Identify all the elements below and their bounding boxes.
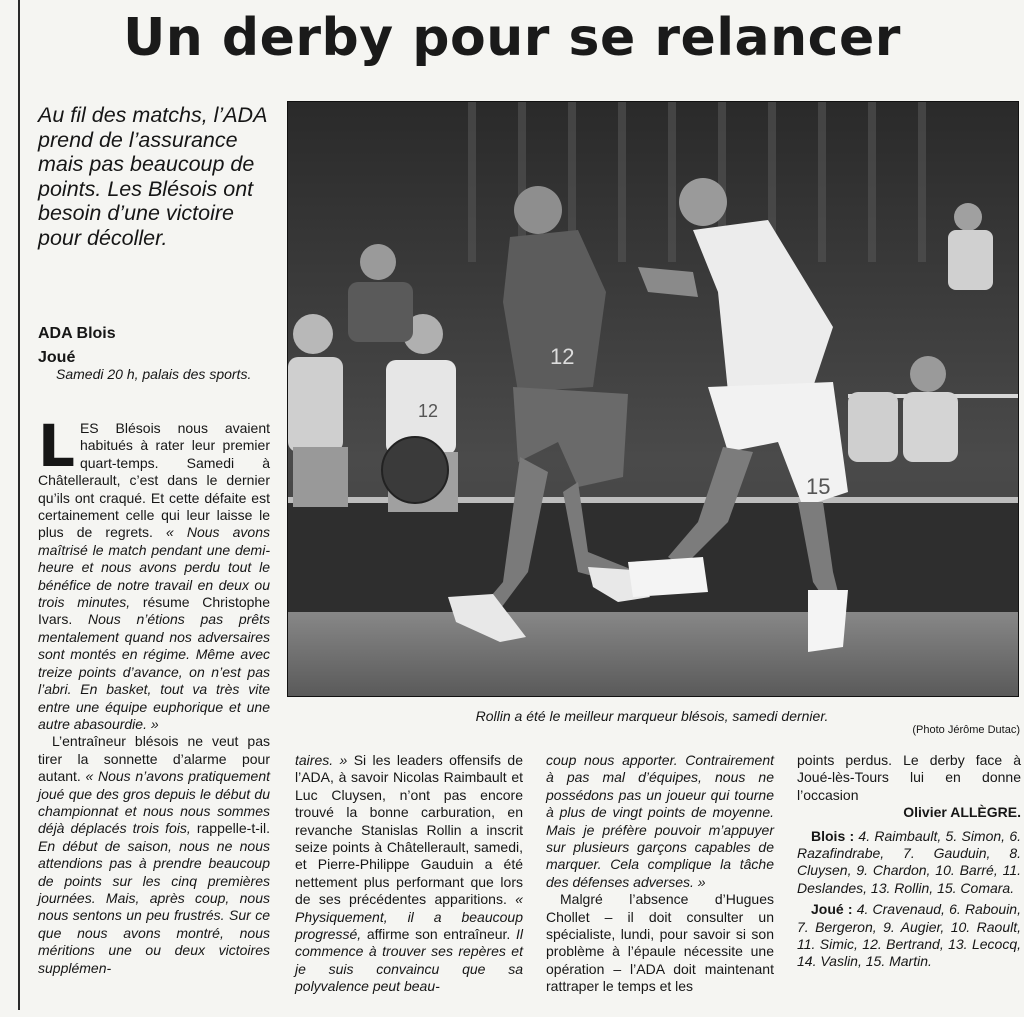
team-away: Joué — [38, 349, 76, 366]
quote-text: coup nous apporter. Contrairement à pas mal d’équipes, nous ne possédons pas un joueur qui tourne à plus de vingt points de moyenne. Mais je préfère pouvoir m’appuyer sur plusieurs garçons capables de marquer. Cela complique la tâche des défenses adverses. » — [546, 752, 774, 890]
article-column-4 — [797, 752, 1021, 971]
paragraph — [38, 412, 271, 733]
paragraph — [38, 733, 270, 977]
lineup-blois — [797, 828, 1021, 898]
paragraph — [797, 752, 1021, 804]
headline: Un derby pour se relancer — [123, 8, 901, 68]
match-schedule: Samedi 20 h, palais des sports. — [56, 366, 252, 382]
article-column-2 — [295, 752, 523, 996]
lineup-joue — [797, 901, 1021, 971]
team-home: ADA Blois — [38, 325, 116, 342]
body-text: résume Christophe Ivars. — [38, 594, 270, 628]
article-column-1 — [38, 412, 271, 977]
body-text: ES Blésois nous avaient habitués à rater leur premier quart-temps. Samedi à Châtellerault, c’est dans le dernier qu’ils ont craqué. Et cette défaite est certainement celle qui leur laisse le plus de regrets. — [38, 420, 270, 541]
paragraph — [546, 891, 774, 995]
author-signature: Olivier ALLÈGRE. — [903, 804, 1021, 821]
article-photo — [287, 101, 1019, 697]
body-text: L’entraîneur blésois ne veut pas tirer la sonnette d’alarme pour autant. — [38, 733, 270, 785]
jersey-number-left: 12 — [550, 344, 575, 369]
basketball-photo-illustration — [288, 102, 1018, 696]
paragraph — [295, 752, 523, 996]
lineup-label: Blois : — [811, 827, 855, 844]
lineup-text: 4. Cravenaud, 6. Rabouin, 7. Bergeron, 9. Augier, 10. Raoult, 11. Simic, 12. Bertrand, 13. Lecocq, 14. Vaslin, 15. Martin. — [797, 901, 1021, 970]
paragraph — [546, 752, 774, 891]
quote-text: En début de saison, nous ne nous attendions pas à prendre beaucoup de points sur les cinq premières journées. Mais, après coup, nous nous sentons un peu frustrés. Sur ce que nous avons montré, nous méritions une ou deux victoires supplémen- — [38, 837, 270, 976]
match-teams — [38, 322, 278, 370]
photo-caption: Rollin a été le meilleur marqueur blésois, samedi dernier. — [475, 708, 829, 724]
body-text: Malgré l’absence d’Hugues Chollet – il doit consulter un spécialiste, lundi, pour savoir si son problème à l’épaule nécessite une opération – l’ADA doit maintenant rattraper le temps et les — [546, 891, 774, 995]
body-text: points perdus. Le derby face à Joué-lès-Tours lui en donne l’occasion — [797, 752, 1021, 803]
quote-text: « Physiquement, il a beaucoup progressé, — [295, 891, 523, 943]
bench-jersey-number: 12 — [418, 401, 439, 421]
photo-credit: (Photo Jérôme Dutac) — [912, 724, 1020, 736]
jersey-number-right: 15 — [806, 474, 831, 499]
lineup-text: 4. Raimbault, 5. Simon, 6. Razafindrabe, 7. Gauduin, 8. Cluysen, 9. Chardon, 10. Barré, 11. Deslandes, 13. Rollin, 15. Comara. — [797, 827, 1021, 896]
body-text: Si les leaders offensifs de l’ADA, à savoir Nicolas Raimbault et Luc Cluysen, n’ont pas encore trouvé la bonne carburation, en revanche Stanislas Rollin a inscrit seize points à Châtellerault, samedi, et Pierre-Philippe Gauduin a été nettement plus performant que lors de ses précédentes apparitions. — [295, 752, 523, 908]
page-edge-rule — [18, 0, 20, 1010]
quote-text: « Nous avons maîtrisé le match pendant une demi-heure et nous avons perdu tout le bénéfice de notre travail en deux ou trois minutes, — [38, 524, 271, 611]
quote-text: taires. » — [295, 752, 348, 768]
body-text: affirme son entraîneur. — [361, 926, 516, 943]
body-text: rappelle-t-il. — [190, 820, 270, 837]
quote-text: « Nous n’avons pratiquement joué que des gros depuis le début du championnat et nous nous sommes déjà déplacés trois fois, — [38, 768, 270, 837]
basketball — [382, 437, 448, 503]
quote-text: Il commence à trouver ses repères et je suis convaincu que sa polyvalence peut beau- — [295, 926, 523, 995]
article-column-3 — [546, 752, 774, 996]
chapeau — [38, 103, 278, 250]
lineup-label: Joué : — [811, 901, 853, 918]
drop-cap: L — [38, 412, 75, 480]
quote-text: Nous n’étions pas prêts mentalement quand nos adversaires sont montés en régime. Même avec treize points d’avance, on n’est pas l’abri. En basket, tout va très vite entre une équipe euphorique et une autre abasourdie. » — [38, 611, 270, 732]
chapeau-text: Au fil des matchs, l’ADA prend de l’assurance mais pas beaucoup de points. Les Blésois ont besoin d’une victoire pour décoller. — [38, 103, 267, 250]
